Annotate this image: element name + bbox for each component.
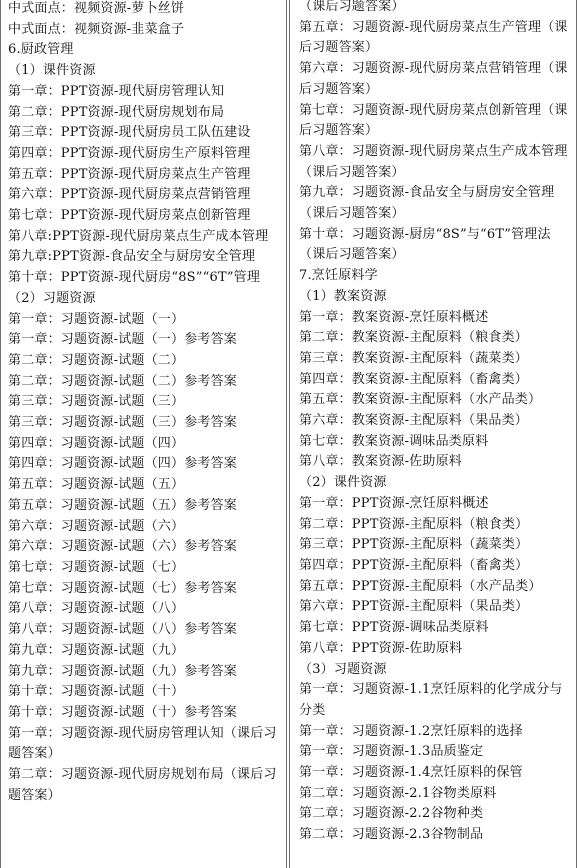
- left-column: [0, 0, 287, 868]
- document-line: 第七章：习题资源-试题（七）参考答案: [8, 580, 237, 596]
- document-line: 第六章：教案资源-主配原料（果品类）: [299, 413, 528, 429]
- document-line: 第五章：PPT资源-现代厨房菜点生产管理: [8, 166, 251, 182]
- document-line: （3）习题资源: [299, 661, 387, 677]
- document-line: 第一章：习题资源-1.2烹饪原料的选择: [299, 723, 523, 739]
- document-line: 第一章：习题资源-1.1烹饪原料的化学成分与分类: [299, 682, 563, 718]
- document-line: 第六章：PPT资源-主配原料（果品类）: [299, 599, 529, 615]
- document-line: 第十章：习题资源-试题（十）: [8, 684, 185, 700]
- document-line: 第四章：PPT资源-主配原料（畜禽类）: [299, 557, 529, 573]
- document-line: 7.烹饪原料学: [299, 268, 378, 284]
- document-line: 中式面点：视频资源-韭菜盒子: [8, 21, 185, 37]
- document-line: 第二章：习题资源-2.1谷物类原料: [299, 785, 497, 801]
- document-line: 第四章：习题资源-试题（四）: [8, 435, 185, 451]
- document-line: 第二章：习题资源-试题（二）: [8, 352, 185, 368]
- document-line: 第四章：PPT资源-现代厨房生产原料管理: [8, 145, 251, 161]
- document-line: （1）教案资源: [299, 288, 387, 304]
- document-line: 第九章:PPT资源-食品安全与厨房安全管理: [8, 249, 256, 265]
- document-line: 第九章：习题资源-试题（九）: [8, 642, 185, 658]
- document-line: 第一章：习题资源-1.3品质鉴定: [299, 744, 484, 760]
- document-line: 第四章：习题资源-试题（四）参考答案: [8, 456, 237, 472]
- document-line: 第八章：习题资源-试题（八）: [8, 601, 185, 617]
- document-line: 第五章：教案资源-主配原料（水产品类）: [299, 392, 542, 408]
- document-line: 第七章：PPT资源-现代厨房菜点创新管理: [8, 208, 251, 224]
- document-line: 第八章:PPT资源-现代厨房菜点生产成本管理: [8, 228, 269, 244]
- document-line: 第四章：教案资源-主配原料（畜禽类）: [299, 371, 528, 387]
- document-line: 第五章：习题资源-现代厨房菜点生产管理（课后习题答案）: [299, 19, 568, 56]
- right-column-lines: [299, 0, 568, 846]
- document-line: 第一章：习题资源-试题（一）参考答案: [8, 332, 237, 348]
- document-line: 第六章：习题资源-试题（六）: [8, 518, 185, 534]
- document-line: 第三章：习题资源-试题（三）: [8, 394, 185, 410]
- document-line: 第三章：教案资源-主配原料（蔬菜类）: [299, 350, 528, 366]
- document-line: 第一章：习题资源-1.4烹饪原料的保管: [299, 765, 523, 781]
- document-line: 第八章：习题资源-试题（八）参考答案: [8, 622, 237, 638]
- document-line: （2）课件资源: [299, 475, 387, 491]
- document-line: 第八章：教案资源-佐助原料: [299, 454, 462, 470]
- document-line: 第一章：习题资源-现代厨房管理认知（课后习题答案）: [8, 725, 277, 762]
- document-line: （1）课件资源: [8, 63, 96, 79]
- document-line: 第七章：PPT资源-调味品类原料: [299, 620, 489, 636]
- document-line: 第一章：PPT资源-烹饪原料概述: [299, 495, 489, 511]
- document-line: 第二章：习题资源-2.2谷物种类: [299, 806, 484, 822]
- document-line: 第二章：习题资源-试题（二）参考答案: [8, 373, 237, 389]
- document-line: 第二章：PPT资源-现代厨房规划布局: [8, 104, 225, 120]
- document-line: 第二章：习题资源-2.3谷物制品: [299, 827, 484, 843]
- document-line: 第五章：习题资源-试题（五）参考答案: [8, 497, 237, 513]
- document-line: 第二章：教案资源-主配原料（粮食类）: [299, 330, 528, 346]
- document-line: 第三章：PPT资源-主配原料（蔬菜类）: [299, 537, 529, 553]
- document-line: 中式面点：视频资源-萝卜丝饼: [8, 1, 185, 16]
- document-line: 第二章：PPT资源-主配原料（粮食类）: [299, 516, 529, 532]
- document-line: 第十章：PPT资源-现代厨房“8S”“6T”管理: [8, 270, 261, 286]
- document-line: 第七章：习题资源-现代厨房菜点创新管理（课后习题答案）: [299, 102, 568, 139]
- document-line: 第九章：习题资源-试题（九）参考答案: [8, 663, 237, 679]
- document-line: 第十章：习题资源-试题（十）参考答案: [8, 704, 237, 720]
- document-line: 第五章：PPT资源-主配原料（水产品类）: [299, 578, 542, 594]
- right-column: [289, 0, 577, 868]
- document-line: 第八章：习题资源-现代厨房菜点生产成本管理（课后习题答案）: [299, 143, 568, 180]
- document-line: 第八章：PPT资源-佐助原料: [299, 640, 463, 656]
- document-line: 第六章：PPT资源-现代厨房菜点营销管理: [8, 187, 251, 203]
- left-column-lines: [8, 0, 280, 806]
- document-line: 第七章：教案资源-调味品类原料: [299, 433, 489, 449]
- document-line: 第五章：习题资源-试题（五）: [8, 477, 185, 493]
- document-line: 第一章：PPT资源-现代厨房管理认知: [8, 83, 225, 99]
- document-line: 第三章：PPT资源-现代厨房员工队伍建设: [8, 125, 251, 141]
- document-line: 第六章：习题资源-试题（六）参考答案: [8, 539, 237, 555]
- document-line: 6.厨政管理: [8, 42, 74, 58]
- document-line: （2）习题资源: [8, 290, 96, 306]
- document-line: 第六章：习题资源-现代厨房菜点营销管理（课后习题答案）: [299, 61, 568, 97]
- document-line: 第三章：习题资源-试题（三）参考答案: [8, 415, 237, 431]
- document-line: 第九章：习题资源-食品安全与厨房安全管理（课后习题答案）: [299, 185, 555, 222]
- document-line: （课后习题答案）: [299, 0, 405, 14]
- document-line: 第一章：教案资源-烹饪原料概述: [299, 309, 489, 325]
- document-line: 第二章：习题资源-现代厨房规划布局（课后习题答案）: [8, 767, 277, 803]
- document-line: 第七章：习题资源-试题（七）: [8, 559, 185, 575]
- document-line: 第十章：习题资源-厨房“8S”与“6T”管理法（课后习题答案）: [299, 226, 551, 263]
- document-line: 第一章：习题资源-试题（一）: [8, 311, 185, 327]
